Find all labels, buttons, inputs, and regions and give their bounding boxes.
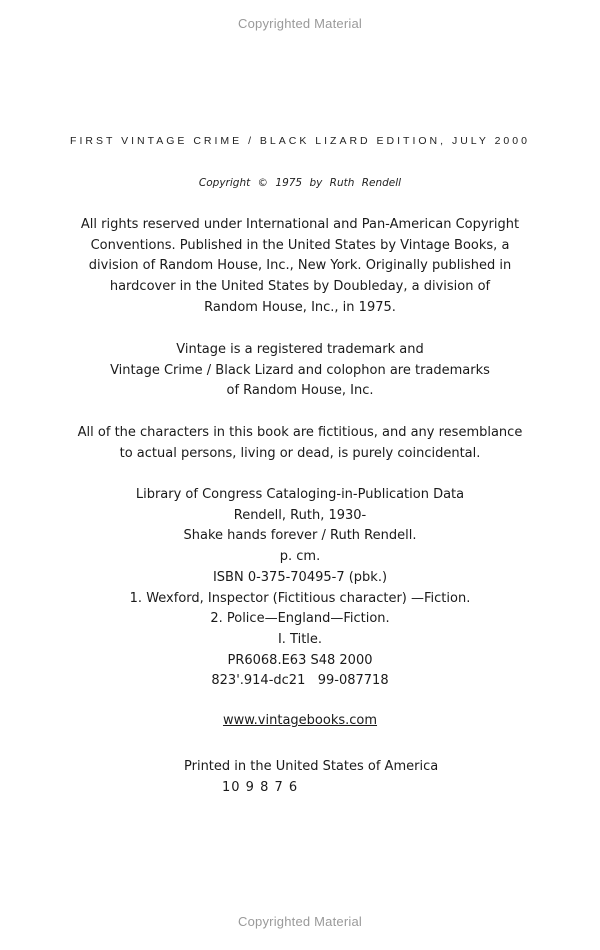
- website-link-container: [0, 713, 600, 728]
- fiction-disclaimer: [0, 423, 600, 464]
- edition-line: FIRST VINTAGE CRIME / BLACK LIZARD EDITION, JULY 2000: [70, 135, 530, 147]
- watermark-bottom: Copyrighted Material: [238, 914, 362, 929]
- print-number-line: 10 9 8 7 6: [222, 779, 299, 795]
- cip-line: 2. Police—England—Fiction.: [210, 611, 390, 627]
- cip-line: 823'.914-dc21 99-087718: [211, 673, 389, 689]
- rights-paragraph: [0, 215, 600, 319]
- cip-data-block: [0, 485, 600, 692]
- printing-info: [184, 757, 438, 798]
- copyright-line: Copyright © 1975 by Ruth Rendell: [198, 177, 402, 189]
- cip-line: p. cm.: [279, 549, 321, 565]
- cip-line: PR6068.E63 S48 2000: [227, 652, 373, 668]
- fiction-line: All of the characters in this book are fictitious, and any resemblance: [77, 425, 523, 440]
- trademark-line: of Random House, Inc.: [226, 383, 374, 399]
- printed-in-line: Printed in the United States of America: [184, 759, 439, 774]
- trademark-line: Vintage Crime / Black Lizard and colophon are trademarks: [110, 362, 490, 378]
- cip-line: Shake hands forever / Ruth Rendell.: [183, 528, 417, 544]
- cip-line: Rendell, Ruth, 1930-: [233, 507, 367, 523]
- trademark-line: Vintage is a registered trademark and: [176, 342, 424, 357]
- watermark-top: Copyrighted Material: [238, 16, 362, 31]
- cip-line: I. Title.: [277, 631, 323, 647]
- rights-line: division of Random House, Inc., New York. Originally published in: [88, 258, 512, 274]
- rights-line: Random House, Inc., in 1975.: [204, 299, 396, 315]
- fiction-line: to actual persons, living or dead, is purely coincidental.: [119, 445, 481, 461]
- trademark-paragraph: [0, 340, 600, 402]
- cip-line: Library of Congress Cataloging-in-Publication Data: [135, 487, 465, 502]
- cip-line: 1. Wexford, Inspector (Fictitious character) —Fiction.: [129, 590, 471, 606]
- website-link[interactable]: www.vintagebooks.com: [222, 713, 378, 728]
- rights-line: hardcover in the United States by Doubleday, a division of: [109, 279, 491, 295]
- rights-line: Conventions. Published in the United States by Vintage Books, a: [90, 237, 510, 253]
- cip-line: ISBN 0-375-70495-7 (pbk.): [212, 569, 388, 585]
- rights-line: All rights reserved under International and Pan-American Copyright: [80, 217, 520, 232]
